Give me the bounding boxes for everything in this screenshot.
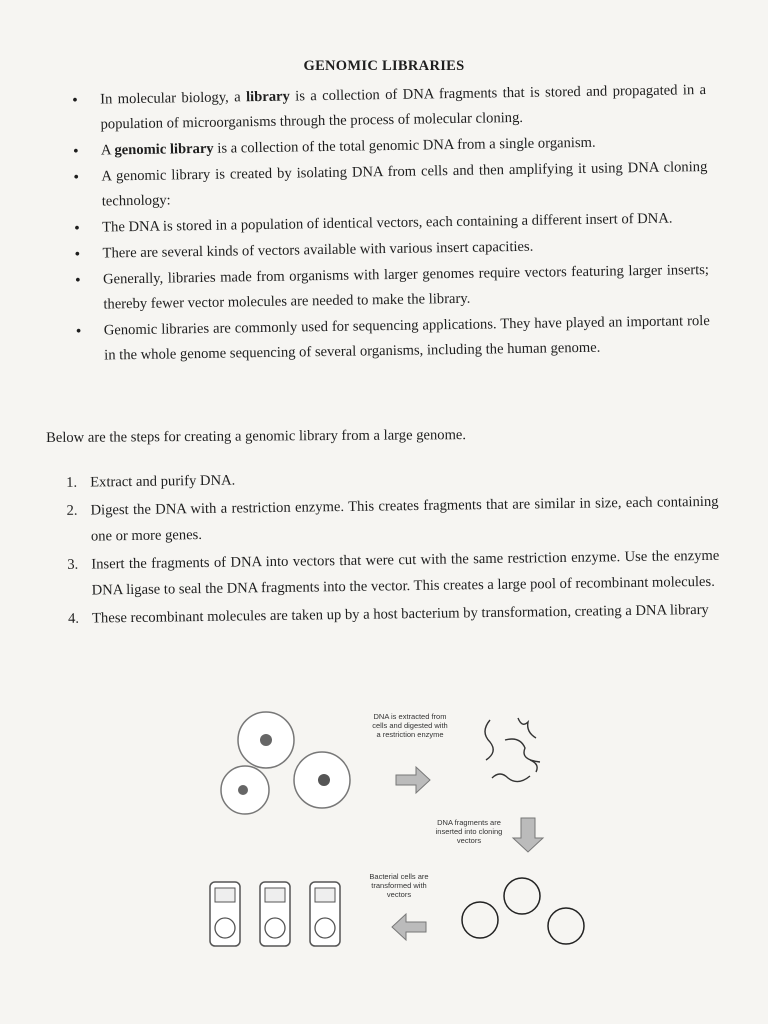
bullet-dot: • — [73, 168, 80, 186]
bacterial-cell-icon — [260, 882, 290, 946]
bullet-item: • In molecular biology, a library is a collection of DNA fragments that is stored and propagated in a population of microorganisms through the process of molecular cloning. — [72, 82, 707, 133]
bullet-item: • The DNA is stored in a population of identical vectors, each containing a different insert of DNA. — [72, 206, 708, 241]
cell-icon — [294, 752, 350, 808]
dna-fragments-icon — [485, 718, 540, 782]
arrow-right-icon — [396, 767, 430, 793]
bullet-dot: • — [75, 322, 82, 340]
step-number: 2. — [66, 502, 78, 519]
bullet-dot: • — [72, 142, 79, 160]
step-item: 3. Insert the fragments of DNA into vectors that were cut with the same restriction enzyme. Use the enzyme DNA ligase to seal the DNA fragments into the vector. This creates a large pool of recombinant molecules. — [67, 547, 720, 599]
steps-list — [58, 461, 720, 634]
bullet-list — [70, 78, 710, 370]
bullet-item: • There are several kinds of vectors available with various insert capacities. — [72, 232, 708, 267]
bullet-dot: • — [74, 271, 81, 289]
bullet-dot: • — [74, 219, 80, 237]
step-number: 3. — [67, 556, 79, 573]
step-number: 1. — [66, 474, 78, 491]
genomic-library-diagram — [200, 700, 600, 960]
steps-intro: Below are the steps for creating a genomic library from a large genome. — [46, 427, 467, 446]
arrow-left-icon — [392, 914, 426, 940]
step-item: 2. Digest the DNA with a restriction enzyme. This creates fragments that are similar in size, each containing one or more genes. — [66, 493, 719, 545]
bullet-item: • Genomic libraries are commonly used for sequencing applications. They have played an important role in the whole genome sequencing of several organisms, including the human genome. — [75, 312, 710, 364]
bullet-item: • A genomic library is a collection of the total genomic DNA from a single organism. — [71, 129, 707, 164]
bullet-item: • Generally, libraries made from organisms with larger genomes require vectors featuring larger inserts; thereby fewer vector molecules are needed to make the library. — [74, 261, 710, 313]
caption-transform: Bacterial cells are transformed with vectors — [369, 872, 429, 899]
step-number: 4. — [67, 610, 80, 627]
step-item: 4. These recombinant molecules are taken up by a host bacterium by transformation, creating a DNA library — [60, 597, 720, 632]
bullet-dot: • — [74, 245, 81, 263]
bullet-item: • A genomic library is created by isolating DNA from cells and then amplifying it using DNA cloning technology: — [73, 159, 708, 210]
arrow-down-icon — [513, 818, 543, 852]
diagram-graphic — [200, 700, 600, 960]
caption-extract: DNA is extracted from cells and digested with a restriction enzyme — [372, 712, 448, 739]
vector-plasmid-icon — [462, 878, 584, 944]
bacterial-cell-icon — [210, 882, 240, 946]
bacterial-cell-icon — [310, 882, 340, 946]
bullet-dot: • — [72, 91, 78, 109]
cell-icon — [221, 766, 269, 814]
cell-icon — [238, 712, 294, 768]
page-title: GENOMIC LIBRARIES — [303, 58, 465, 74]
caption-insert: DNA fragments are inserted into cloning vectors — [435, 818, 503, 845]
step-item: 1. Extract and purify DNA. — [58, 461, 718, 496]
